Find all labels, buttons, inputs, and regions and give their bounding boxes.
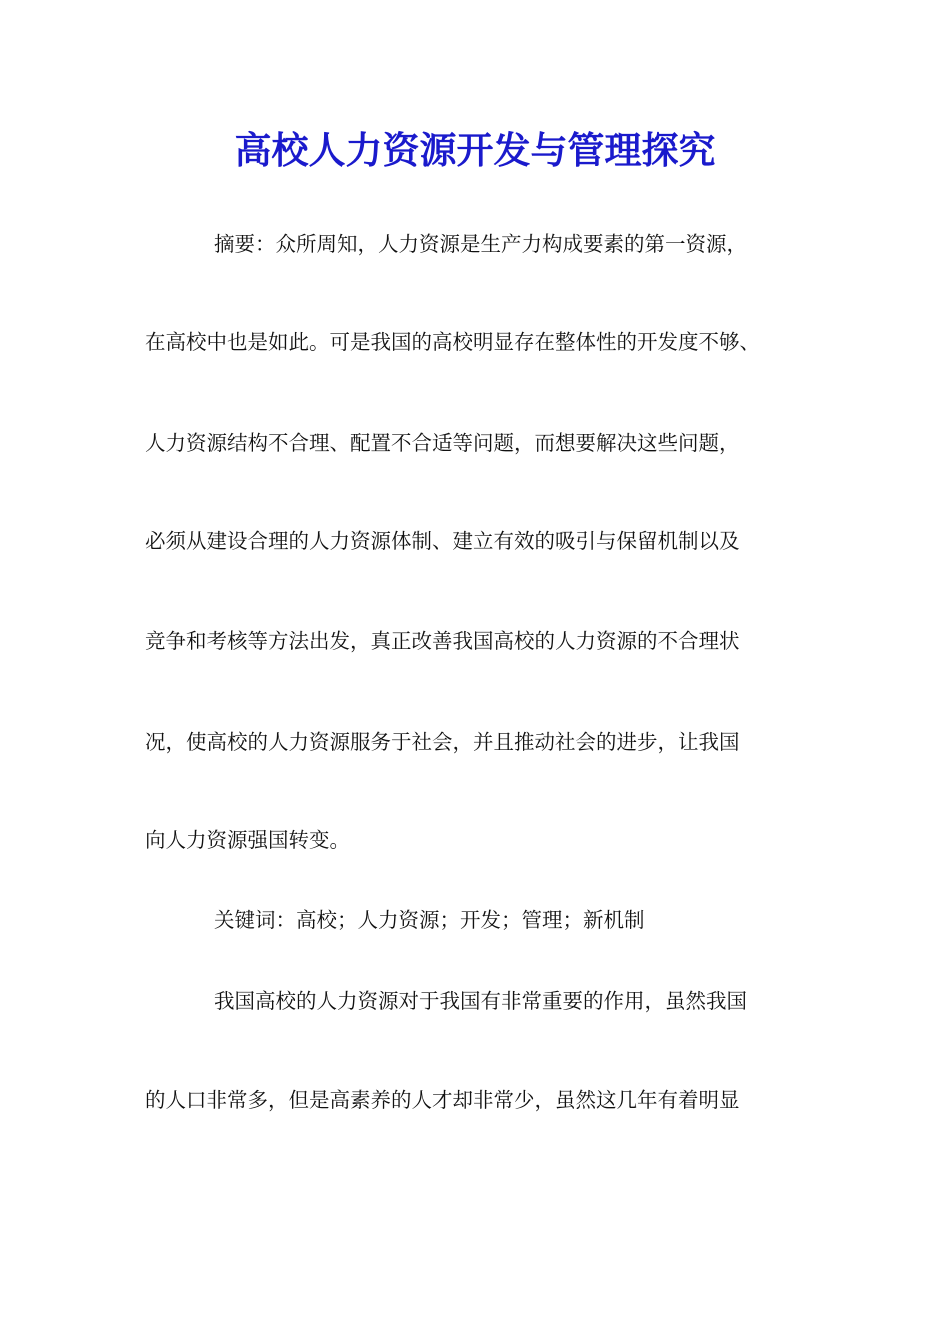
abstract-line: 必须从建设合理的人力资源体制、建立有效的吸引与保留机制以及 [145,529,740,553]
body-paragraph-line: 的人口非常多，但是高素养的人才却非常少，虽然这几年有着明显 [145,1088,740,1112]
abstract-line: 摘要：众所周知，人力资源是生产力构成要素的第一资源， [214,232,747,256]
abstract-line: 竞争和考核等方法出发，真正改善我国高校的人力资源的不合理状 [145,629,740,653]
keywords-line: 关键词：高校；人力资源；开发；管理；新机制 [214,908,645,932]
abstract-line: 况，使高校的人力资源服务于社会，并且推动社会的进步，让我国 [145,730,740,754]
abstract-line: 向人力资源强国转变。 [145,828,350,852]
document-title: 高校人力资源开发与管理探究 [234,128,716,172]
body-paragraph-line: 我国高校的人力资源对于我国有非常重要的作用，虽然我国 [214,989,747,1013]
abstract-line: 在高校中也是如此。可是我国的高校明显存在整体性的开发度不够、 [145,330,760,354]
abstract-line: 人力资源结构不合理、配置不合适等问题，而想要解决这些问题， [145,431,740,455]
